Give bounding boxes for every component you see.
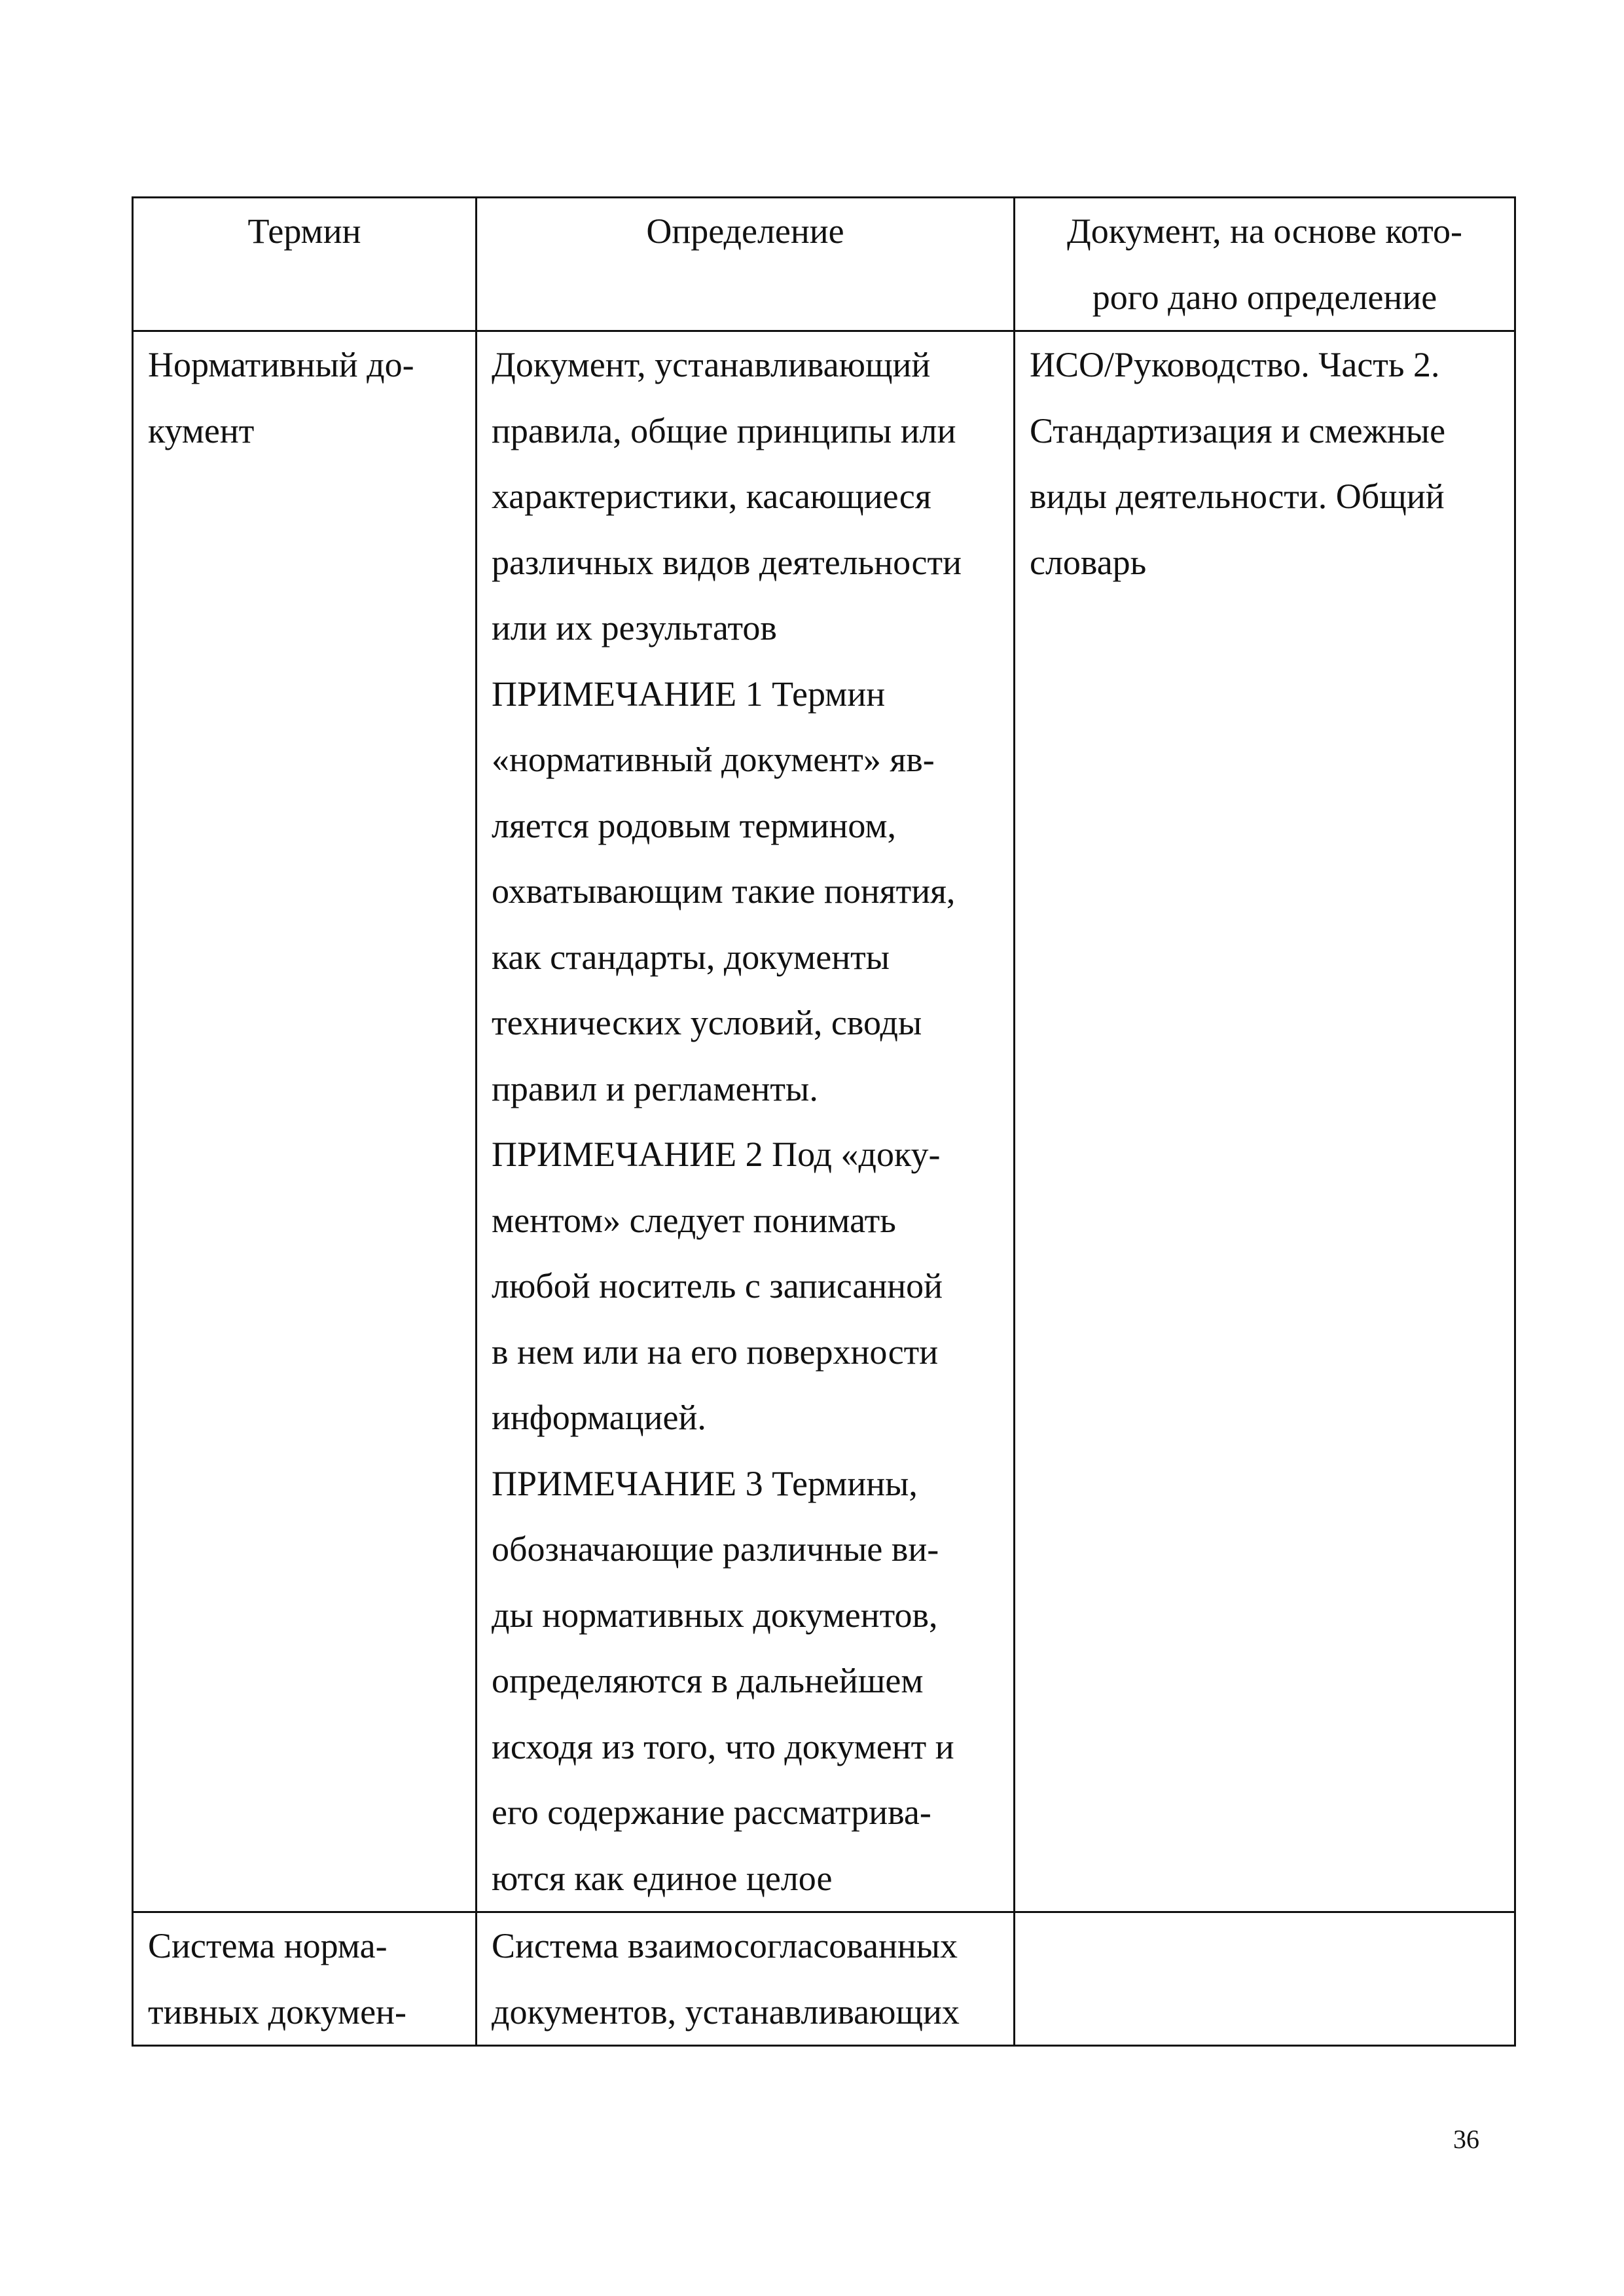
definition-line: любой носитель с записанной — [492, 1266, 943, 1305]
definition-line: правил и регламенты. — [492, 1068, 818, 1108]
header-source-line: рого дано определение — [1092, 277, 1437, 317]
definition-line: ментом» следует понимать — [492, 1200, 896, 1240]
definitions-table — [132, 196, 1516, 2047]
source-line: словарь — [1030, 542, 1147, 582]
term-line: тивных докумен- — [148, 1992, 406, 2032]
source-line: виды деятельности. Общий — [1030, 477, 1445, 516]
definition-line: характеристики, касающиеся — [492, 477, 931, 516]
term-line: Система норма- — [148, 1926, 388, 1965]
table-header-row — [133, 198, 1515, 331]
cell-source — [1015, 1912, 1515, 2046]
definition-line: Система взаимосогласованных — [492, 1926, 958, 1965]
definition-line: обозначающие различные ви- — [492, 1529, 939, 1569]
header-source-line: Документ, на основе кото- — [1066, 211, 1463, 251]
definition-line: или их результатов — [492, 608, 777, 647]
table-row — [133, 1912, 1515, 2046]
cell-source — [1015, 331, 1515, 1912]
definition-line: его содержание рассматрива- — [492, 1793, 931, 1832]
source-line: ИСО/Руководство. Часть 2. — [1030, 345, 1440, 384]
definition-line: «нормативный документ» яв- — [492, 740, 935, 779]
definition-line: определяются в дальнейшем — [492, 1661, 924, 1700]
header-term-label: Термин — [247, 211, 361, 251]
term-line: Нормативный до- — [148, 345, 414, 384]
definition-line: технических условий, своды — [492, 1003, 922, 1042]
header-definition — [477, 198, 1015, 331]
definition-line: ды нормативных документов, — [492, 1595, 938, 1635]
page-number: 36 — [1453, 2124, 1479, 2154]
cell-definition — [477, 331, 1015, 1912]
header-term — [133, 198, 477, 331]
definition-line: охватывающим такие понятия, — [492, 871, 956, 911]
definition-line: информацией. — [492, 1398, 706, 1437]
definition-line: как стандарты, документы — [492, 937, 890, 977]
cell-term — [133, 1912, 477, 2046]
cell-term — [133, 331, 477, 1912]
source-line: Стандартизация и смежные — [1030, 410, 1446, 450]
definition-line: ПРИМЕЧАНИЕ 1 Термин — [492, 674, 886, 714]
header-source — [1015, 198, 1515, 331]
header-definition-label: Определение — [646, 211, 844, 251]
definition-line: Документ, устанавливающий — [492, 345, 931, 384]
definition-line: в нем или на его поверхности — [492, 1332, 939, 1372]
definition-line: ПРИМЕЧАНИЕ 2 Под «доку- — [492, 1135, 941, 1174]
definition-line: ПРИМЕЧАНИЕ 3 Термины, — [492, 1463, 918, 1503]
definition-line: ются как единое целое — [492, 1858, 833, 1898]
definition-line: исходя из того, что документ и — [492, 1726, 954, 1766]
definition-line: правила, общие принципы или — [492, 410, 956, 450]
definition-line: различных видов деятельности — [492, 542, 962, 582]
table-row — [133, 331, 1515, 1912]
cell-definition — [477, 1912, 1015, 2046]
definition-line: документов, устанавливающих — [492, 1992, 960, 2032]
term-line: кумент — [148, 410, 255, 450]
definition-line: ляется родовым термином, — [492, 805, 897, 845]
